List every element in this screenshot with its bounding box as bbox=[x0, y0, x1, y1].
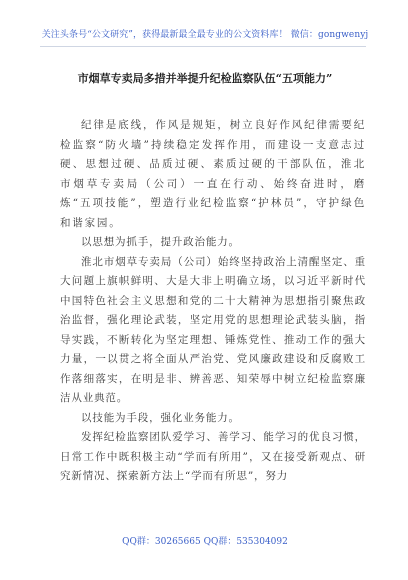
document-body bbox=[60, 116, 366, 487]
header-divider bbox=[40, 46, 366, 47]
section-heading-business: 以技能为手段，强化业务能力。 bbox=[81, 411, 240, 424]
section-heading-political: 以思想为抓手，提升政治能力。 bbox=[81, 236, 240, 248]
paragraph-business: 发挥纪检监察团队爱学习、善学习、能学习的优良习惯，日常工作中既积极主动“学而有所用”，又在接受新观点、研究新情况、探索新方法上“学而有所思”，努力 bbox=[60, 431, 366, 482]
document-title: 市烟草专卖局多措并举提升纪检监察队伍“五项能力” bbox=[77, 72, 333, 85]
paragraph-political: 淮北市烟草专卖局（公司）始终坚持政治上清醒坚定、重大问题上旗帜鲜明、大是大非上明确立场，以习近平新时代中国特色社会主义思想和党的二十大精神为思想指引聚焦政治监督，强化理论武装，坚定用党的思想理论武装头脑，指导实践，不断转化为坚定理想、锤炼党性、推动工作的强大力量，一以贯之将全面从严治党、党风廉政建设和反腐败工作落细落实，在明是非、辨善恶、知荣辱中树立纪检监察廉洁从业典范。 bbox=[60, 255, 366, 404]
header-promo-note: 关注头条号“公文研究”，获得最新最全最专业的公文资料库！ 微信：gongwenyj bbox=[41, 30, 369, 40]
footer-contact: QQ群：30265665 QQ群：535304092 bbox=[122, 537, 288, 547]
paragraph-intro: 纪律是底线，作风是规矩，树立良好作风纪律需要纪检监察“防火墙”持续稳定发挥作用，而建设一支意志过硬、思想过硬、品质过硬、素质过硬的干部队伍，淮北市烟草专卖局（公司）一直在行动、始终奋进时，磨炼“五项技能”，塑造行业纪检监察“护林员”，守护绿色和谐家园。 bbox=[60, 119, 366, 229]
